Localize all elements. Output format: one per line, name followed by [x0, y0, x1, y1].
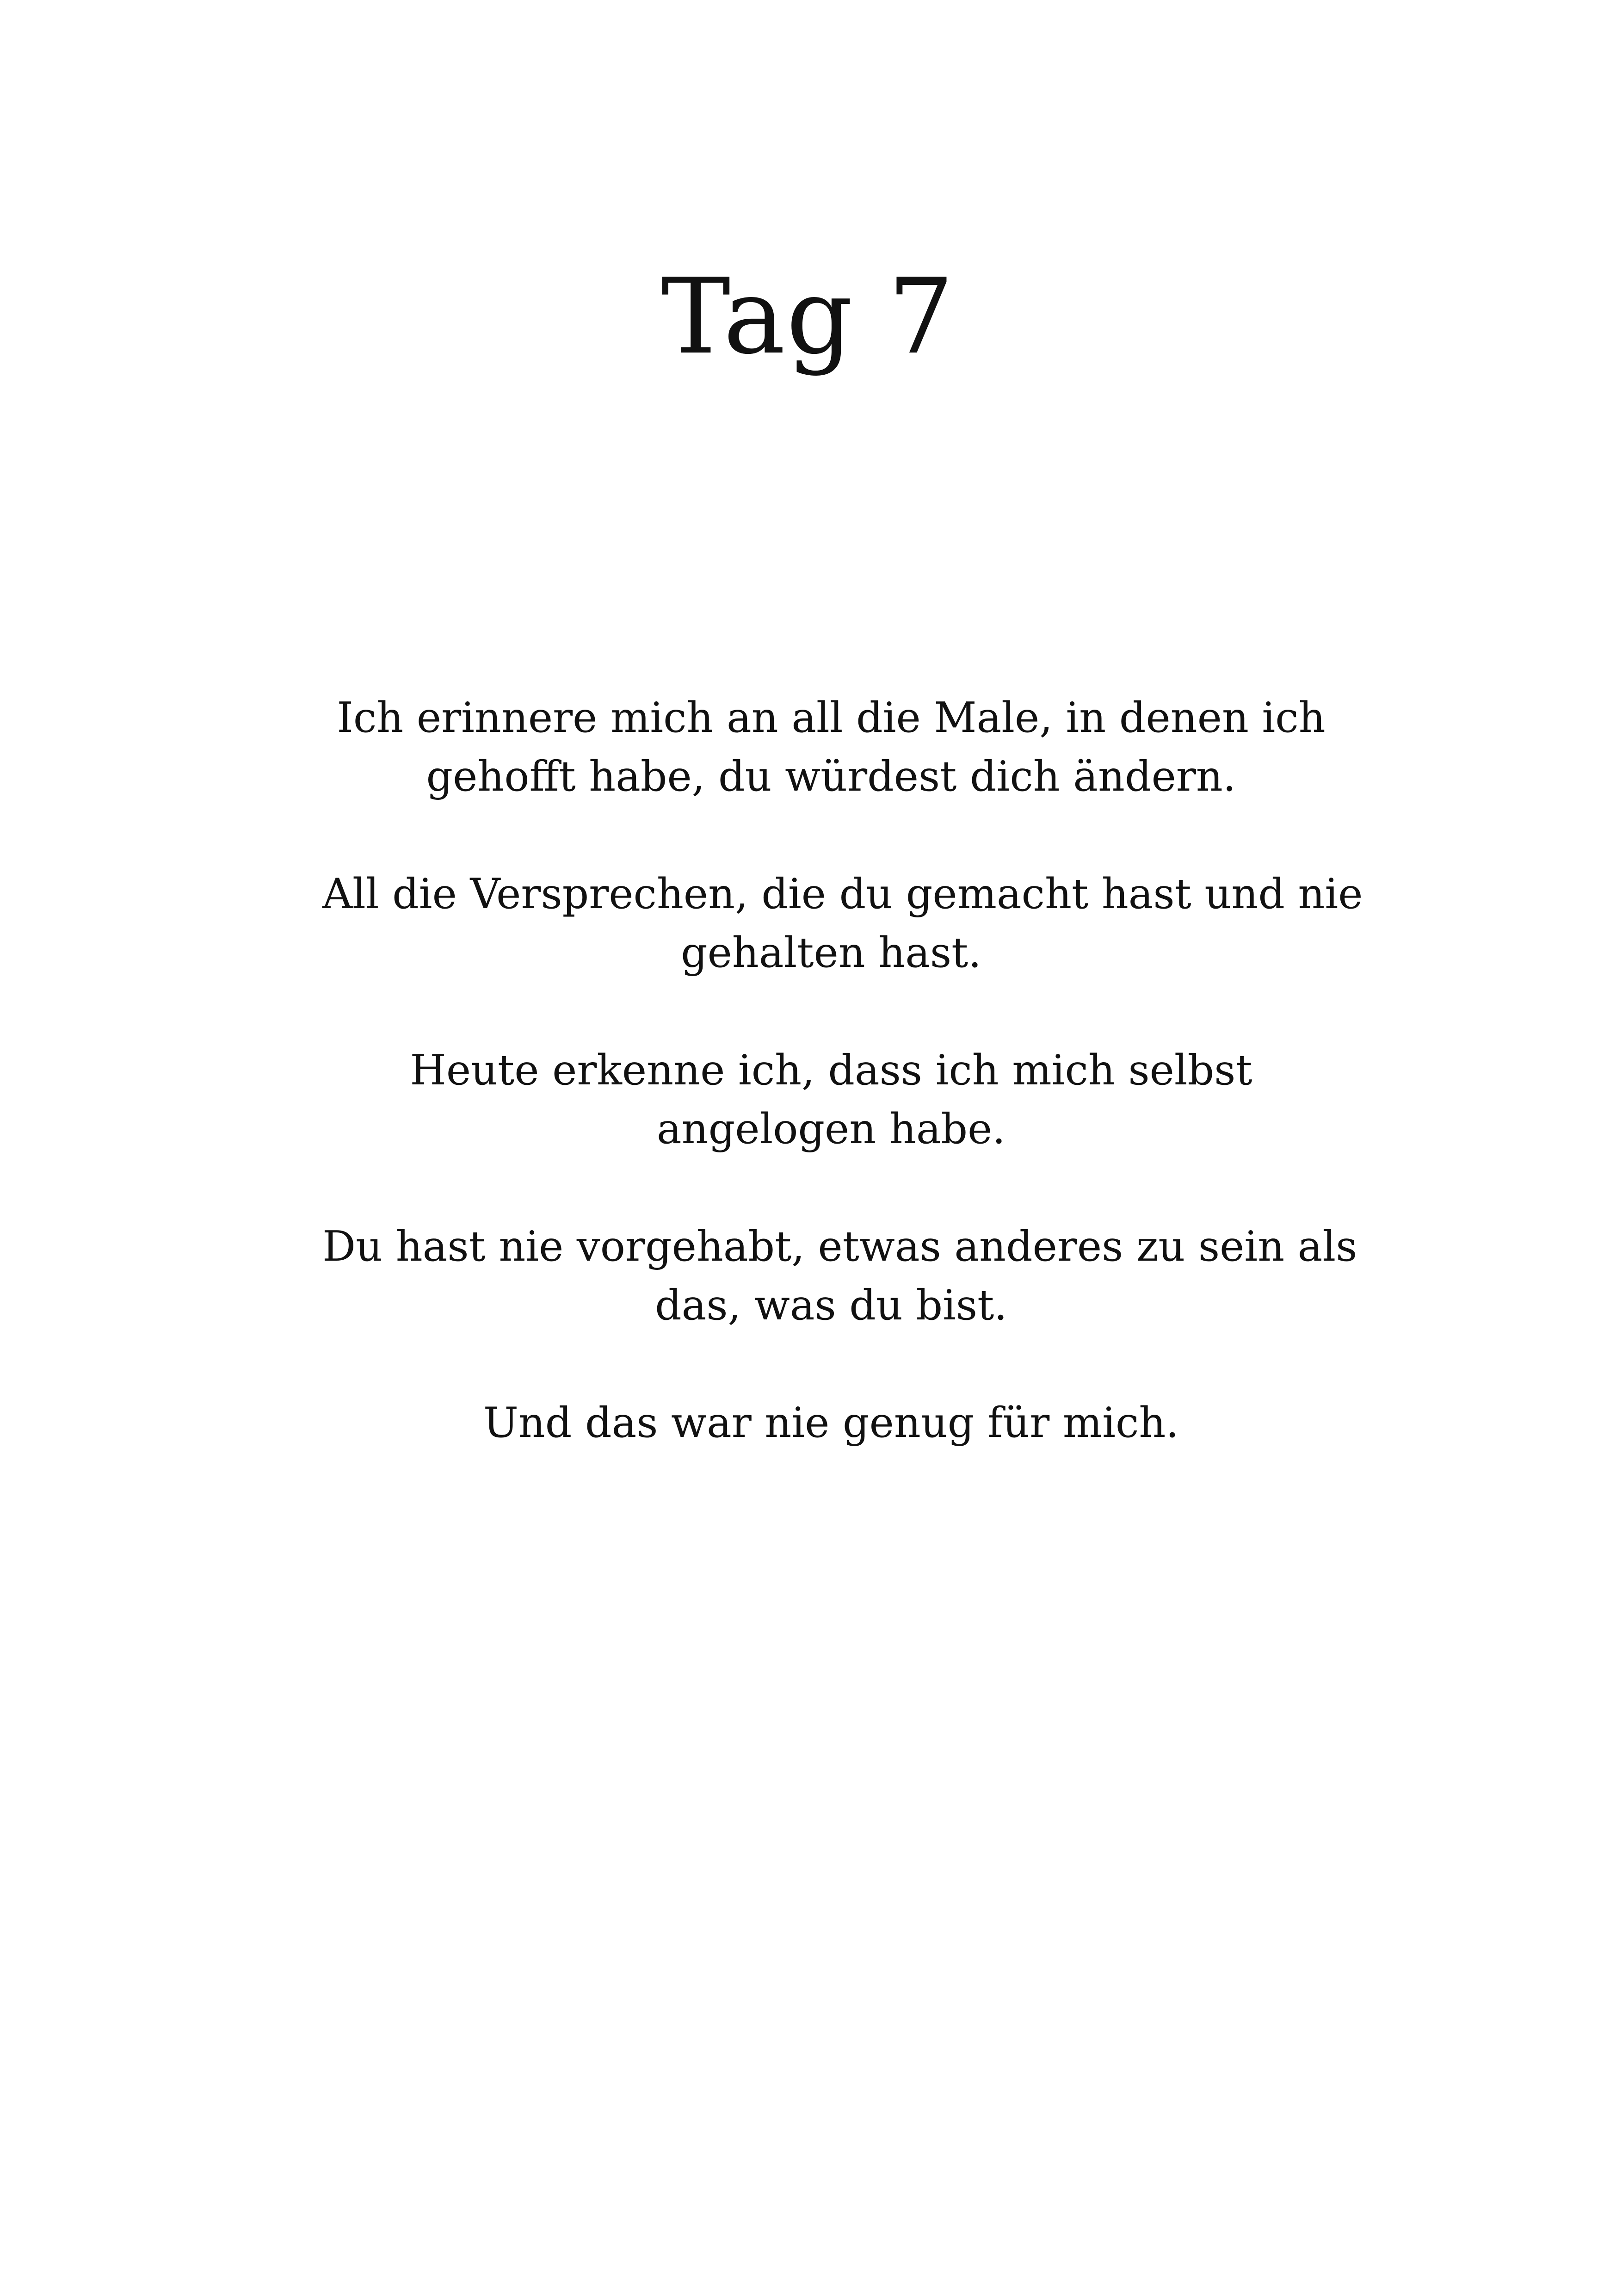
poem-line: angelogen habe.	[656, 1105, 1005, 1153]
stanza	[322, 865, 1363, 982]
poem-line: Du hast nie vorgehabt, etwas anderes zu sein als	[322, 1222, 1357, 1271]
poem-body	[322, 688, 1363, 1452]
stanza	[322, 1041, 1340, 1158]
poem-line: All die Versprechen, die du gemacht hast und nie	[322, 870, 1363, 918]
stanza	[322, 688, 1340, 806]
poem-line: Ich erinnere mich an all die Male, in denen ich	[337, 693, 1326, 742]
page-title: Tag 7	[661, 256, 955, 378]
poem-line: Und das war nie genug für mich.	[483, 1399, 1179, 1447]
poem-line: gehofft habe, du würdest dich ändern.	[426, 752, 1236, 801]
poem-line: gehalten hast.	[681, 928, 981, 977]
poem-line: das, was du bist.	[655, 1281, 1007, 1330]
poem-line: Heute erkenne ich, dass ich mich selbst	[410, 1046, 1252, 1095]
stanza	[322, 1393, 1340, 1452]
stanza	[322, 1217, 1357, 1335]
